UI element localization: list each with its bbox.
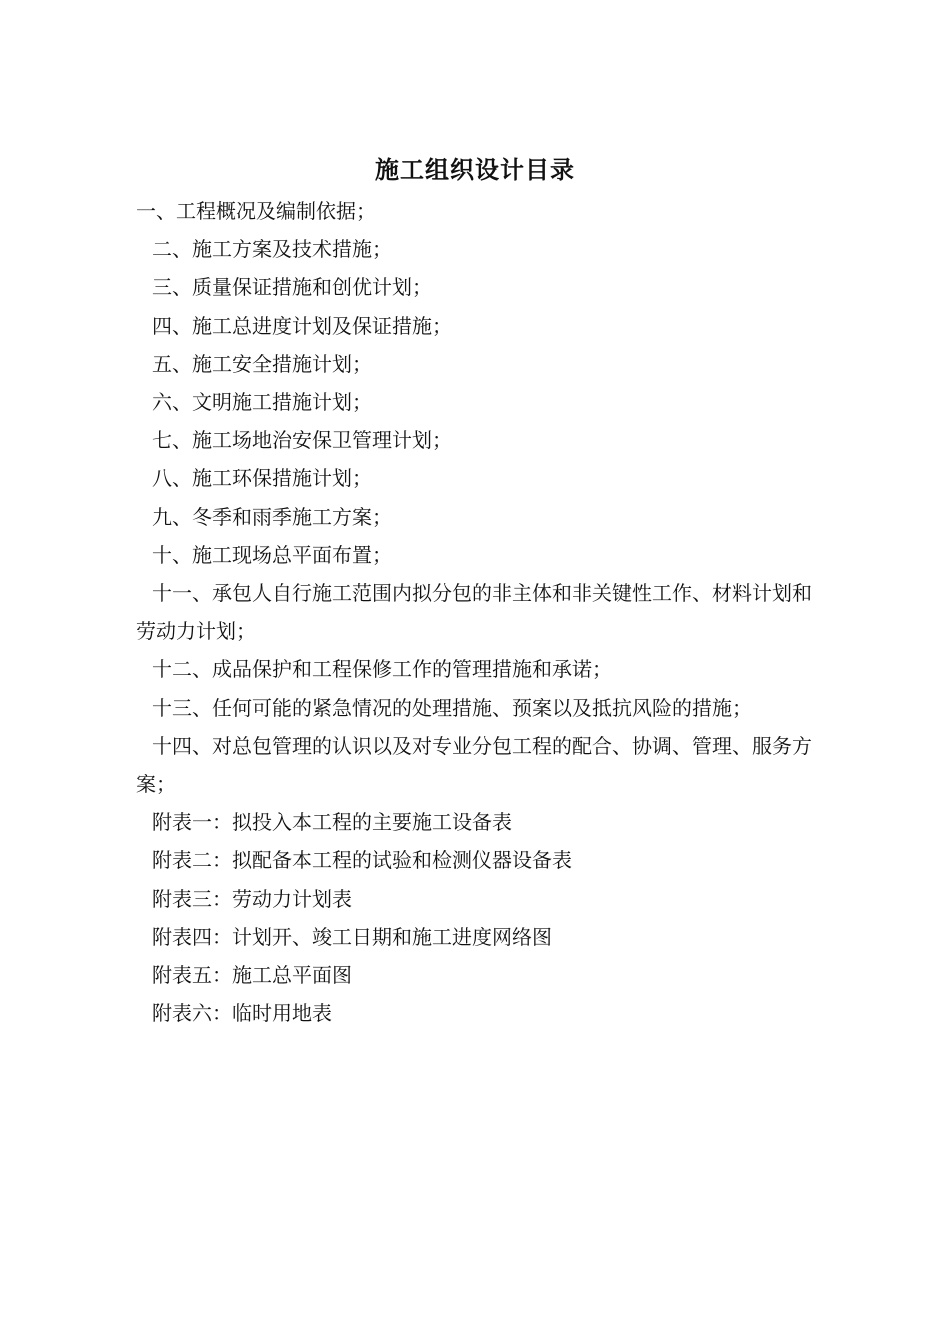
toc-item: 十四、对总包管理的认识以及对专业分包工程的配合、协调、管理、服务方案； bbox=[136, 733, 812, 797]
appendix-item: 附表二：拟配备本工程的试验和检测仪器设备表 bbox=[152, 848, 572, 873]
toc-item: 十二、成品保护和工程保修工作的管理措施和承诺； bbox=[152, 657, 612, 682]
toc-item: 六、文明施工措施计划； bbox=[152, 390, 372, 415]
toc-item: 十三、任何可能的紧急情况的处理措施、预案以及抵抗风险的措施； bbox=[152, 695, 752, 720]
toc-item: 四、施工总进度计划及保证措施； bbox=[152, 313, 452, 338]
appendix-item: 附表一：拟投入本工程的主要施工设备表 bbox=[152, 810, 512, 835]
toc-item: 九、冬季和雨季施工方案； bbox=[152, 504, 392, 529]
toc-item: 十、施工现场总平面布置； bbox=[152, 542, 392, 567]
toc-item: 一、工程概况及编制依据； bbox=[136, 199, 376, 223]
appendix-item: 附表三：劳动力计划表 bbox=[152, 886, 352, 911]
appendix-item: 附表六：临时用地表 bbox=[152, 1001, 332, 1026]
appendix-item: 附表五：施工总平面图 bbox=[152, 963, 352, 988]
appendix-item: 附表四：计划开、竣工日期和施工进度网络图 bbox=[152, 924, 552, 949]
document-title: 施工组织设计目录 bbox=[375, 155, 575, 184]
toc-item: 二、施工方案及技术措施； bbox=[152, 237, 392, 262]
toc-item: 八、施工环保措施计划； bbox=[152, 466, 372, 491]
toc-item: 十一、承包人自行施工范围内拟分包的非主体和非关键性工作、材料计划和劳动力计划； bbox=[136, 581, 812, 644]
toc-item: 五、施工安全措施计划； bbox=[152, 351, 372, 376]
toc-item: 三、质量保证措施和创优计划； bbox=[152, 275, 432, 300]
toc-item: 七、施工场地治安保卫管理计划； bbox=[152, 428, 452, 453]
table-of-contents bbox=[136, 192, 826, 1032]
